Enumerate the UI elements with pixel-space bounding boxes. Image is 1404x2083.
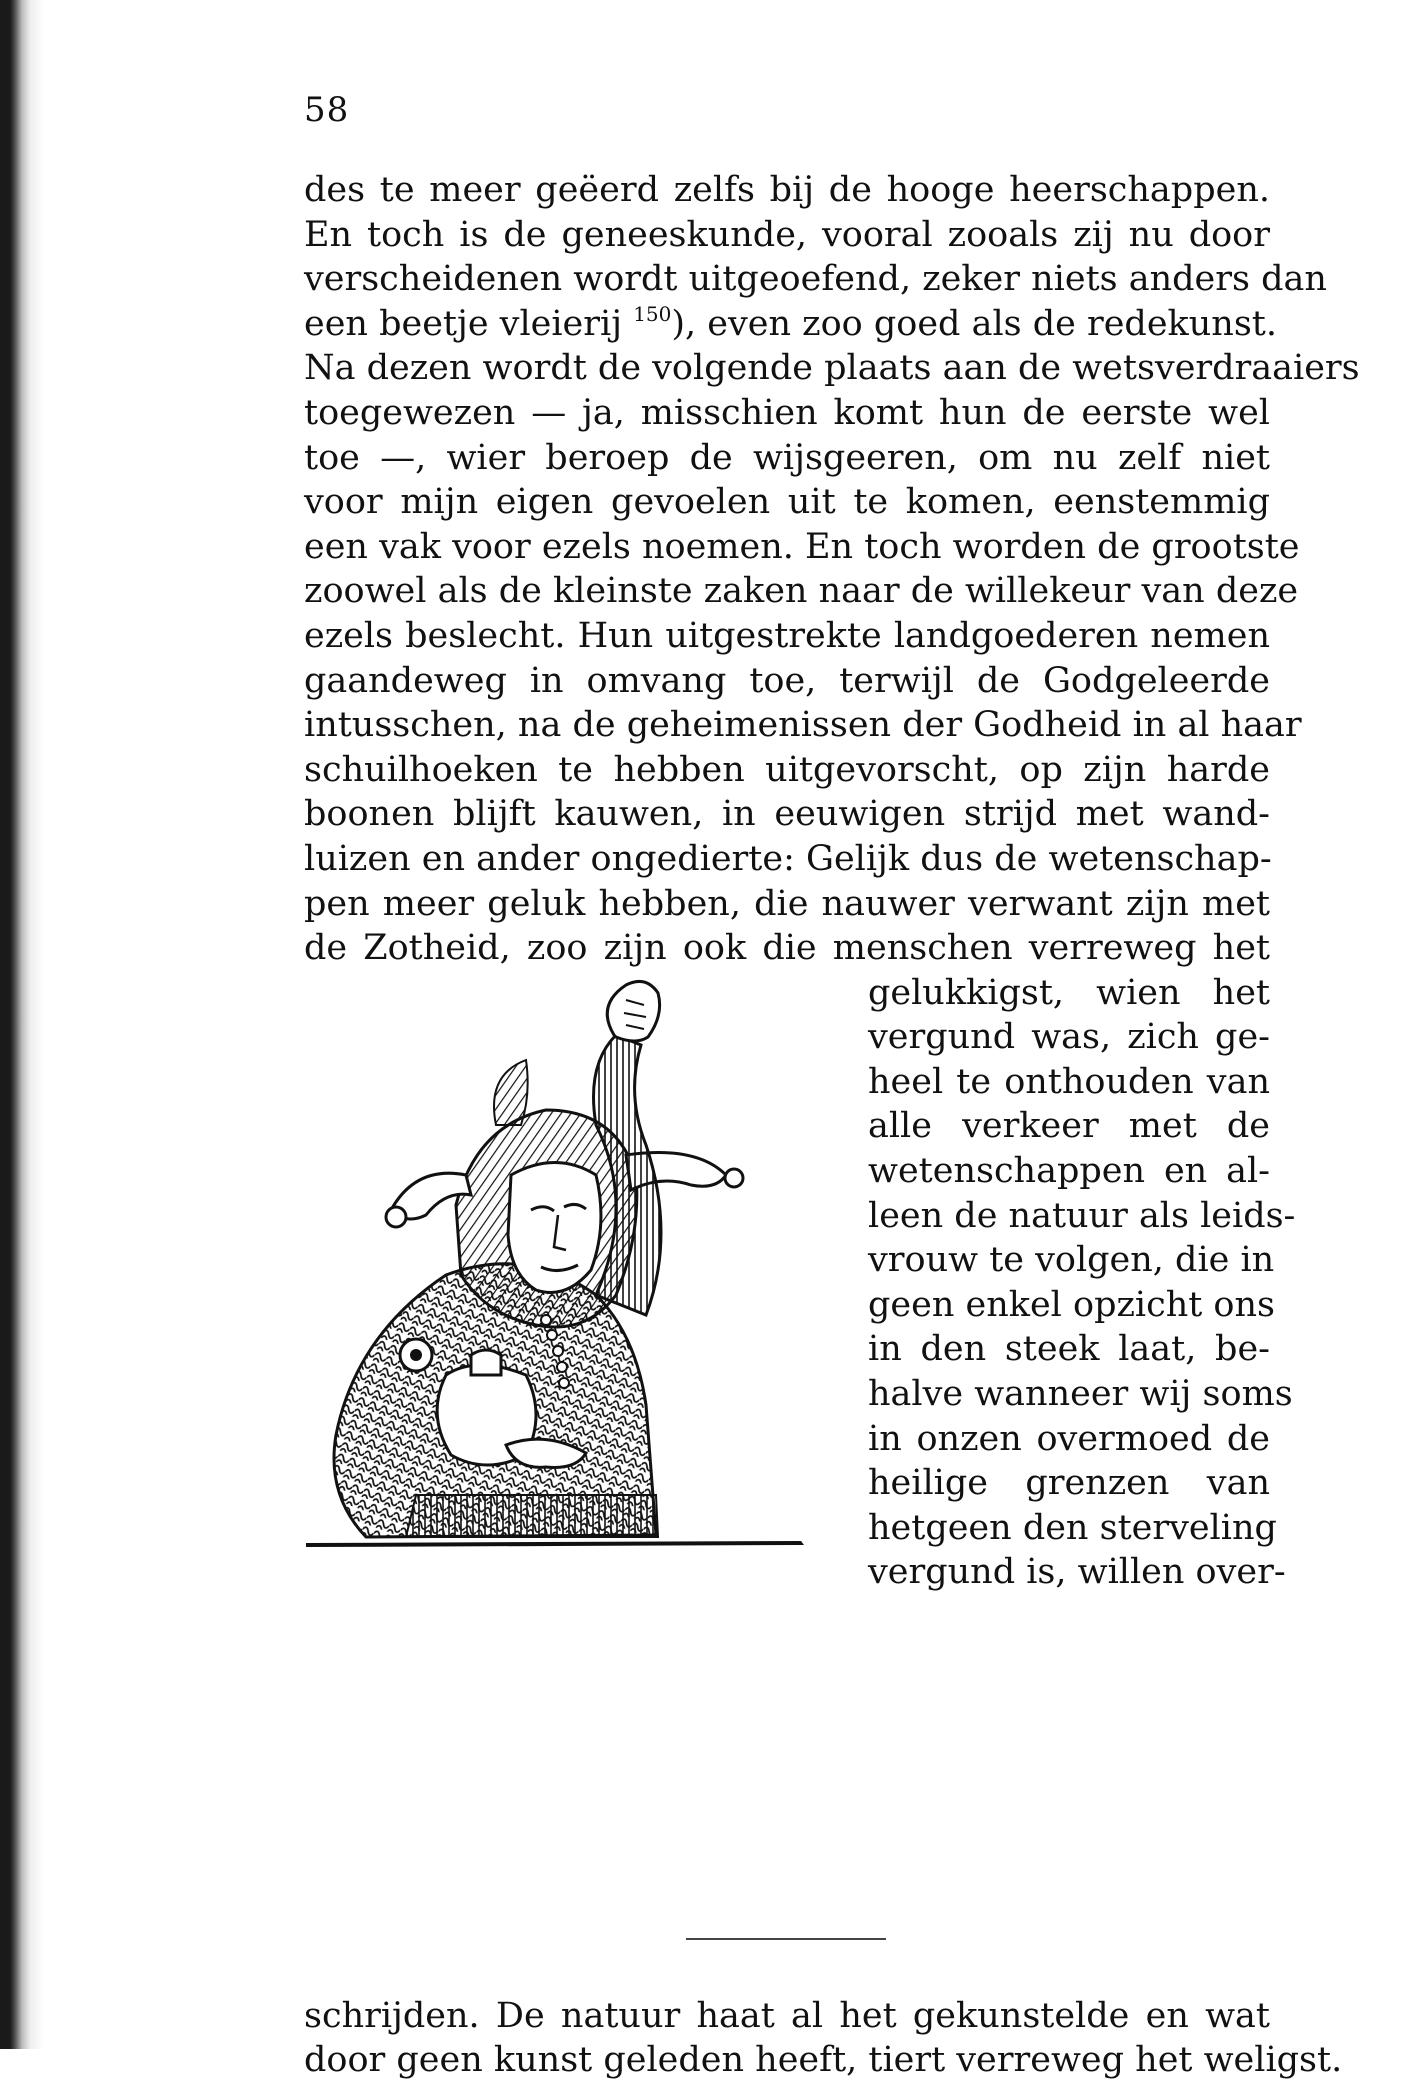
text-line: En toch is de geneeskunde, vooral zooals zij nu door (304, 214, 1270, 255)
text-line: luizen en ander ongedierte: Gelijk dus de wetenschap- (304, 838, 1272, 879)
text-line: pen meer geluk hebben, die nauwer verwant zijn met (304, 883, 1270, 924)
wrapped-text-line: alle verkeer met de (868, 1106, 1270, 1147)
wrapped-text-line: vrouw te volgen, die in (868, 1240, 1275, 1281)
body-text (304, 168, 1360, 2083)
text-line: Na dezen wordt de volgende plaats aan de wetsverdraaiers (304, 348, 1360, 389)
text-line-footnote (304, 301, 1277, 347)
end-rule-divider (686, 1938, 886, 1940)
illustrated-section (304, 971, 1296, 1994)
fool-woodcut-illustration (296, 975, 816, 1555)
text-line: verscheidenen wordt uitgeoefend, zeker niets anders dan (304, 259, 1327, 300)
text-line-final: door geen kunst geleden heeft, tiert verreweg het weligst. (304, 2040, 1343, 2081)
text-line: intusschen, na de geheimenissen der Godheid in al haar (304, 705, 1302, 746)
text-line: voor mijn eigen gevoelen uit te komen, eenstemmig (304, 482, 1270, 523)
wrapped-text-line: gelukkigst, wien het (868, 972, 1270, 1013)
text-line: een vak voor ezels noemen. En toch worden de grootste (304, 526, 1300, 567)
wrapped-text-line: vergund was, zich ge- (868, 1017, 1270, 1058)
text-line: toe —, wier beroep de wijsgeeren, om nu zelf niet (304, 437, 1270, 478)
text-line: zoowel als de kleinste zaken naar de willekeur van deze (304, 571, 1299, 612)
text-line: boonen blijft kauwen, in eeuwigen strijd met wand- (304, 794, 1270, 835)
wrapped-text-line: heel te onthouden van (868, 1061, 1270, 1102)
footnote-line-after: ), even zoo goed als de redekunst. (671, 303, 1277, 344)
wrapped-text-line: geen enkel opzicht ons (868, 1284, 1276, 1325)
wrapped-text-line: halve wanneer wij soms (868, 1374, 1293, 1415)
text-line: de Zotheid, zoo zijn ook die menschen verreweg het (304, 928, 1270, 969)
text-line: toegewezen — ja, misschien komt hun de eerste wel (304, 392, 1270, 433)
wrapped-text-line: vergund is, willen over- (868, 1552, 1286, 1593)
book-gutter-shadow (0, 0, 44, 2049)
text-line: gaandeweg in omvang toe, terwijl de Godgeleerde (304, 660, 1270, 701)
footnote-line-before: een beetje vleierij (304, 303, 623, 344)
wrapped-text-line: hetgeen den sterveling (868, 1507, 1277, 1548)
text-line: des te meer geëerd zelfs bij de hooge heerschappen. (304, 170, 1270, 210)
wrapped-text-line: in den steek laat, be- (868, 1329, 1270, 1370)
wrapped-text-line: wetenschappen en al- (868, 1151, 1270, 1192)
text-line: schrijden. De natuur haat al het gekunstelde en wat (304, 1995, 1270, 2036)
wrapped-text-line: in onzen overmoed de (868, 1418, 1270, 1459)
wrapped-text-column (868, 971, 1296, 1595)
page-number: 58 (304, 90, 350, 130)
wrapped-text-line: leen de natuur als leids- (868, 1195, 1296, 1236)
wrapped-text-line: heilige grenzen van (868, 1463, 1270, 1504)
text-line: schuilhoeken te hebben uitgevorscht, op zijn harde (304, 749, 1270, 790)
footnote-reference: 150 (633, 301, 672, 326)
text-line: ezels beslecht. Hun uitgestrekte landgoederen nemen (304, 615, 1270, 656)
